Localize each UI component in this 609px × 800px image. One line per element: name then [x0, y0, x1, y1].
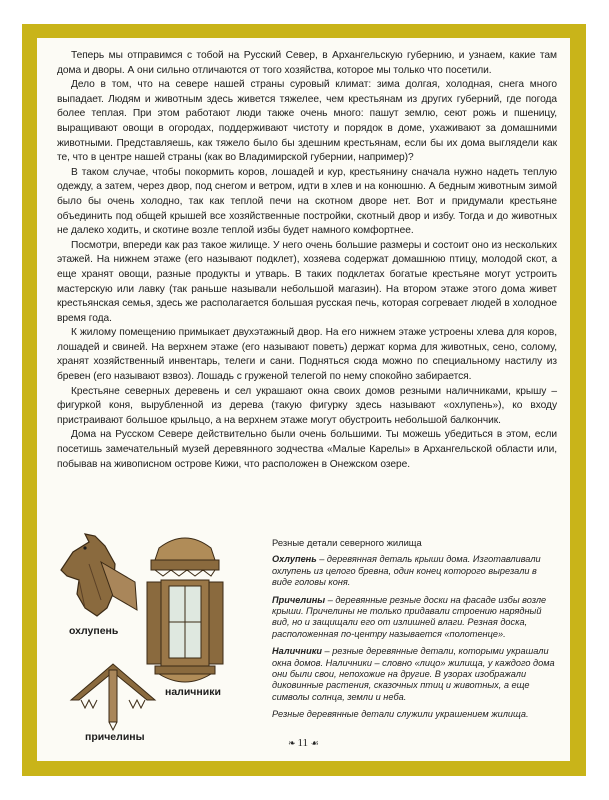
glossary-entry-nalichniki — [272, 646, 558, 703]
paragraph-2: Дело в том, что на севере нашей страны суровый климат: зима долгая, холодная, снега много выпадает. Людям и животным здесь живется тяжелее, чем крестьянам из других губерний, где погода более теплая. При этом работают люди также очень много: пашут землю, сеют рожь и пшеницу, выращивают овощи в огородах, поддерживают чистоту и порядок в доме, ухаживают за домашними животными. Представляешь, как тяжело было бы здешним крестьянам, если бы их дома выглядели как те, что в центре нашей страны (как во Владимирской губернии, например)? — [57, 79, 557, 164]
glossary-title: Резные детали северного жилища — [272, 537, 422, 548]
page-number-text: 11 — [297, 737, 309, 749]
glossary-term: Причелины — [272, 594, 326, 605]
paragraph-4: Посмотри, впереди как раз такое жилище. У него очень большие размеры и состоит оно из нескольких этажей. На нижнем этаже (его называют подклет), хозяева содержат домашнюю птицу, молодой скот, а еще хранят овощи, разные продукты и утварь. В таких подклетах богатые крестьяне могут устроить мастерскую или лавку (так раньше называли небольшой магазин). На втором этаже этого дома живет крестьянская семья, здесь же располагается большая русская печь, которая согревает людей в холодное время года. — [57, 239, 557, 324]
glossary-definition: – деревянные резные доски на фасаде избы возле крыши. Причелины не только придавали строению нарядный вид, но и защищали его от излишней влаги. Резная доска, расположенная по-центру называется «полотенце». — [272, 594, 547, 639]
glossary-closing: Резные деревянные детали служили украшением жилища. — [272, 709, 529, 720]
glossary-term: Охлупень — [272, 554, 317, 565]
page-number — [273, 737, 333, 749]
glossary-entry-prichelini — [272, 595, 558, 641]
article-body — [57, 49, 557, 472]
prichelini-drawing — [71, 664, 155, 730]
illustrations — [55, 524, 259, 744]
paragraph-1: Теперь мы отправимся с тобой на Русский Север, в Архангельскую губернию, и узнаем, какие там дома и дворы. А они сильно отличаются от того хозяйства, которое мы только что посетили. — [57, 50, 557, 76]
paragraph-3: В таком случае, чтобы покормить коров, лошадей и кур, крестьянину сначала нужно надеть теплую одежду, а затем, через двор, под снегом и ветром, идти в хлев и на конюшню. А бедным животным зимой было бы очень холодно, так как теплой печи на скотном дворе нет. Вот и придумали крестьяне объединить под общей крышей все хозяйственные постройки, скотный двор и избу. Тогда и до животных не далеко ходить, и скотине возле теплой избы будет намного комфортнее. — [57, 166, 557, 237]
ornament-left-icon: ❧ — [288, 738, 295, 748]
paragraph-7: Дома на Русском Севере действительно были очень большими. Ты можешь убедиться в этом, если посетишь замечательный музей деревянного зодчества «Малые Карелы» в Архангельской области или, побывав на живописном острове Кижи, что расположен в Онежском озере. — [57, 429, 557, 470]
nalichniki-drawing — [147, 538, 223, 682]
ornament-right-icon: ☙ — [310, 738, 318, 748]
glossary-term: Наличники — [272, 646, 322, 657]
ohlupen-drawing — [61, 534, 137, 616]
glossary-box — [272, 537, 558, 730]
paragraph-6: Крестьяне северных деревень и сел украшают окна своих домов резными наличниками, крышу – фигуркой коня, вырубленной из дерева (такую фигурку здесь называют «охлупень»), ко входу пристраивают большое крыльцо, а на верхнем этаже могут обустроить небольшой балкончик. — [57, 385, 557, 426]
page-sheet — [37, 38, 570, 761]
prichelini-label: причелины — [85, 731, 145, 743]
glossary-entry-ohlupen — [272, 554, 558, 588]
nalichniki-label: наличники — [165, 686, 221, 698]
page-frame — [22, 24, 586, 776]
paragraph-5: К жилому помещению примыкает двухэтажный двор. На его нижнем этаже устроены хлева для коров, лошадей и свиней. На верхнем этаже (его называют поветь) держат корма для животных, сено, солому, хранят хозяйственный инвентарь, телеги и сани. Подняться сюда можно по специальному настилу из бревен (его называют взвоз). Лошадь с груженой телегой по нему спокойно забирается. — [57, 327, 557, 383]
ohlupen-label: охлупень — [69, 625, 119, 637]
glossary-definition: – резные деревянные детали, которыми украшали окна домов. Наличники – словно «лицо» жилища, у каждого дома они были свои, непохожие на другие. В узорах изображали диковинные растения, сказочных птиц и животных, а еще символы солнца, земли и неба. — [272, 646, 555, 702]
glossary-definition: – деревянная деталь крыши дома. Изготавливали охлупень из целого бревна, один конец которого вырезали в виде головы коня. — [272, 554, 541, 588]
